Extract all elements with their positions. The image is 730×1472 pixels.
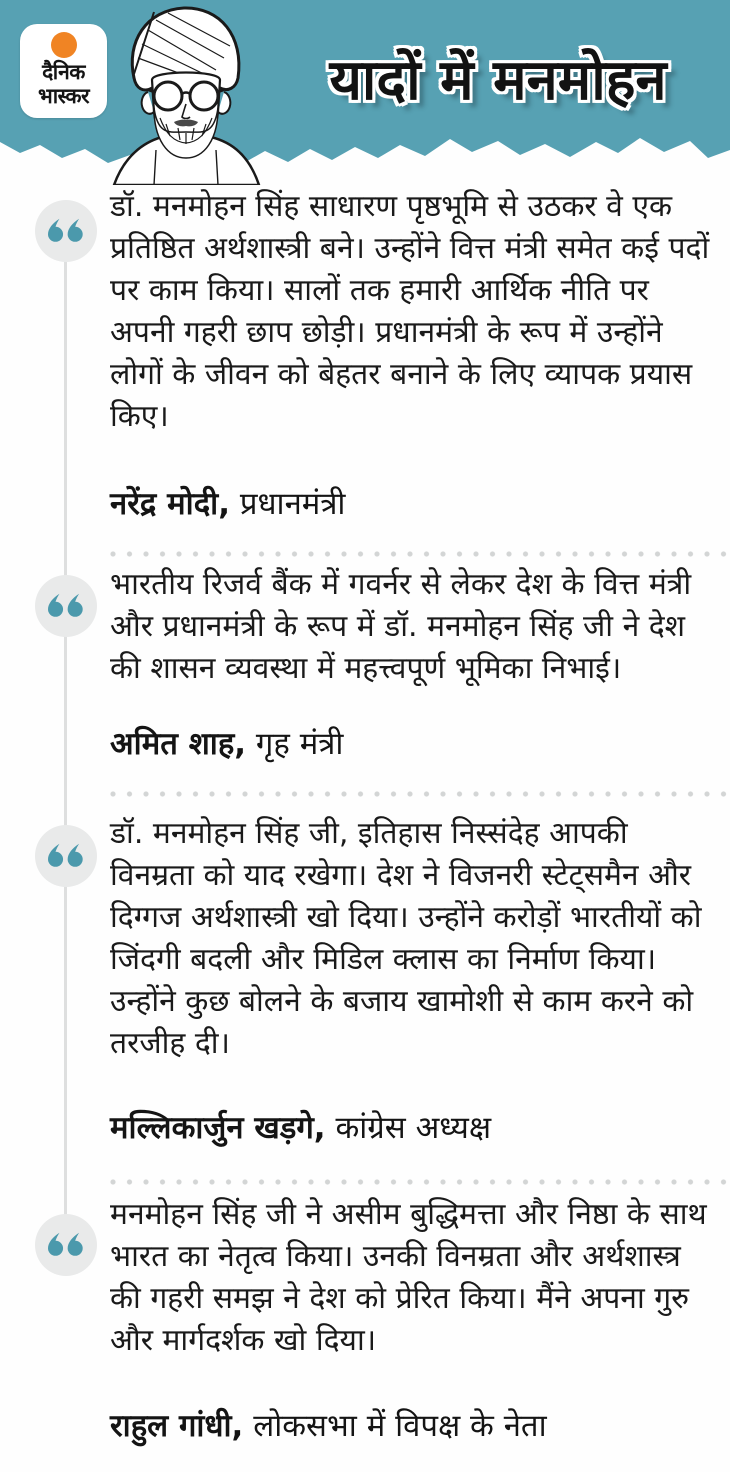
dotted-separator xyxy=(110,1179,730,1185)
speaker-name: राहुल गांधी, xyxy=(110,1408,244,1444)
quote-attribution xyxy=(110,722,714,764)
quote-text: डॉ. मनमोहन सिंह साधारण पृष्ठभूमि से उठकर वे एक प्रतिष्ठित अर्थशास्त्री बने। उन्होंने वित्त मंत्री समेत कई पदों पर काम किया। सालों तक हमारी आर्थिक नीति पर अपनी गहरी छाप छोड़ी। प्रधानमंत्री के रूप में उन्होंने लोगों के जीवन को बेहतर बनाने के लिए व्यापक प्रयास किए। xyxy=(110,189,710,434)
header xyxy=(0,0,730,185)
speaker-role: गृह मंत्री xyxy=(255,726,344,762)
quote-text: भारतीय रिजर्व बैंक में गवर्नर से लेकर देश के वित्त मंत्री और प्रधानमंत्री के रूप में डॉ. मनमोहन सिंह जी ने देश की शासन व्यवस्था में महत्त्वपूर्ण भूमिका निभाई। xyxy=(110,567,692,686)
speaker-role: प्रधानमंत्री xyxy=(239,486,346,522)
timeline-connector-line xyxy=(64,231,67,1245)
speaker-role: कांग्रेस अध्यक्ष xyxy=(335,1110,492,1146)
quote-icon xyxy=(35,575,97,637)
page-title: यादों में मनमोहन xyxy=(329,48,667,113)
speaker-role: लोकसभा में विपक्ष के नेता xyxy=(253,1408,547,1444)
quote-attribution xyxy=(110,482,714,524)
quote-attribution xyxy=(110,1106,714,1148)
quote-icon xyxy=(35,1214,97,1276)
speaker-name: अमित शाह, xyxy=(110,726,247,762)
speaker-name: मल्लिकार्जुन खड़गे, xyxy=(110,1110,326,1146)
quote-text: डॉ. मनमोहन सिंह जी, इतिहास निस्संदेह आपकी विनम्रता को याद रखेगा। देश ने विजनरी स्टेट्समैन और दिग्गज अर्थशास्त्री खो दिया। उन्होंने करोड़ों भारतीयों को जिंदगी बदली और मिडिल क्लास का निर्माण किया। उन्होंने कुछ बोलने के बजाय खामोशी से काम करने को तरजीह दी। xyxy=(110,816,702,1061)
dotted-separator xyxy=(110,791,730,797)
quote-icon xyxy=(35,825,97,887)
quote-text: मनमोहन सिंह जी ने असीम बुद्धिमत्ता और निष्ठा के साथ भारत का नेतृत्व किया। उनकी विनम्रता और अर्थशास्त्र की गहरी समझ ने देश को प्रेरित किया। मैंने अपना गुरु और मार्गदर्शक खो दिया। xyxy=(110,1197,707,1358)
dainik-bhaskar-logo xyxy=(20,24,107,118)
brand-name-line1: दैनिक xyxy=(42,60,85,84)
brand-name-line2: भास्कर xyxy=(37,84,90,108)
quote-icon xyxy=(35,200,97,262)
dotted-separator xyxy=(110,551,730,557)
quote-attribution xyxy=(110,1404,714,1446)
manmohan-singh-portrait-sketch xyxy=(96,0,276,185)
sun-icon xyxy=(51,32,77,58)
speaker-name: नरेंद्र मोदी, xyxy=(110,486,230,522)
